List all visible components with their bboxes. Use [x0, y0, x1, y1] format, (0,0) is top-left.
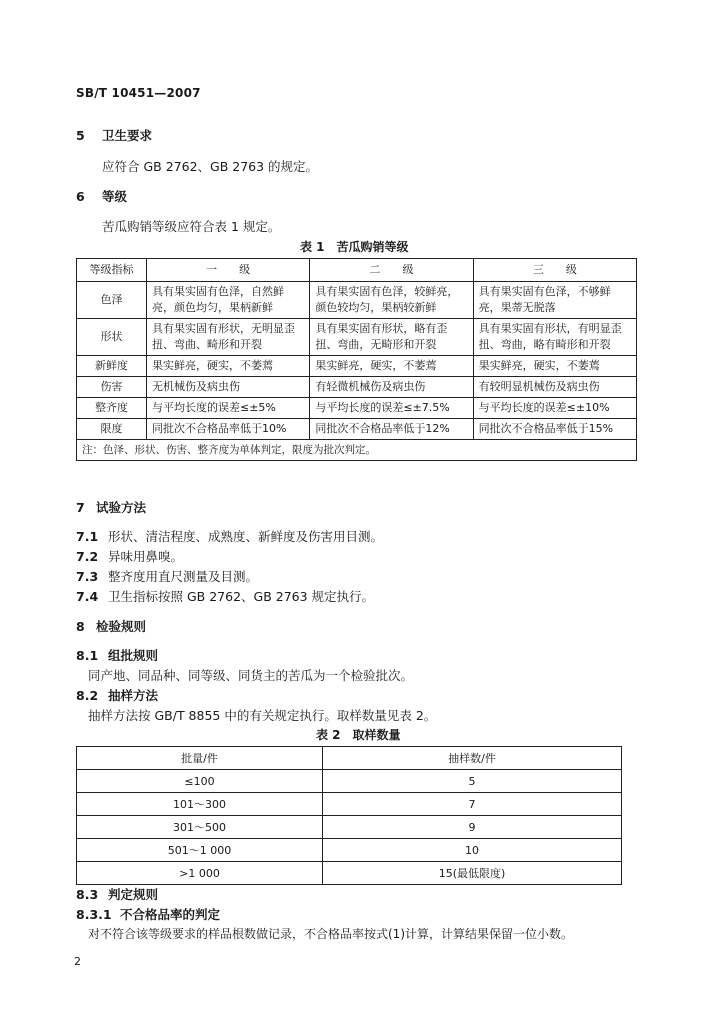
table-header-row [77, 747, 622, 770]
grade-2-cell: 果实鲜亮，硬实，不萎蔫 [310, 356, 473, 377]
section-5-heading: 5 卫生要求 [76, 128, 153, 143]
grade-3-cell: 果实鲜亮，硬实，不萎蔫 [473, 356, 636, 377]
table-row [77, 770, 622, 793]
sample-cell: 7 [323, 793, 622, 816]
section-7-heading: 7 试验方法 [76, 500, 147, 515]
clause-8-1-heading: 8.1 组批规则 [76, 648, 159, 663]
grade-3-cell: 具有果实固有色泽，不够鲜亮，果蒂无脱落 [473, 282, 636, 319]
table-header-cell: 二 级 [310, 259, 473, 282]
table-row [77, 282, 637, 319]
table-row [77, 816, 622, 839]
grade-3-cell: 与平均长度的误差≤±10% [473, 398, 636, 419]
table-header-cell: 批量/件 [77, 747, 323, 770]
table-row [77, 398, 637, 419]
grade-3-cell: 具有果实固有形状，有明显歪扭、弯曲，略有畸形和开裂 [473, 319, 636, 356]
batch-cell: >1 000 [77, 862, 323, 885]
batch-cell: 101～300 [77, 793, 323, 816]
grade-2-cell: 有轻微机械伤及病虫伤 [310, 377, 473, 398]
section-5-text: 应符合 GB 2762、GB 2763 的规定。 [102, 159, 319, 174]
table-row [77, 319, 637, 356]
clause-8-3-1-heading: 8.3.1 不合格品率的判定 [76, 907, 221, 922]
grade-2-cell: 具有果实固有形状，略有歪扭、弯曲，无畸形和开裂 [310, 319, 473, 356]
grade-1-cell: 具有果实固有色泽，自然鲜亮，颜色均匀，果柄新鲜 [147, 282, 310, 319]
clause-8-3-1-text: 对不符合该等级要求的样品根数做记录，不合格品率按式(1)计算，计算结果保留一位小数。 [88, 927, 574, 941]
table-row [77, 839, 622, 862]
table-row [77, 356, 637, 377]
table-header-cell: 三 级 [473, 259, 636, 282]
clause-7-4: 7.4 卫生指标按照 GB 2762、GB 2763 规定执行。 [76, 589, 375, 604]
clause-8-2-text: 抽样方法按 GB/T 8855 中的有关规定执行。取样数量见表 2。 [88, 708, 437, 723]
grade-2-cell: 与平均长度的误差≤±7.5% [310, 398, 473, 419]
indicator-cell: 形状 [77, 319, 147, 356]
indicator-cell: 限度 [77, 419, 147, 440]
section-8-heading: 8 检验规则 [76, 619, 147, 634]
clause-7-1: 7.1 形状、清洁程度、成熟度、新鲜度及伤害用目测。 [76, 529, 384, 544]
grade-2-cell: 同批次不合格品率低于12% [310, 419, 473, 440]
grade-3-cell: 有较明显机械伤及病虫伤 [473, 377, 636, 398]
table-note-row [77, 440, 637, 461]
table-header-cell: 等级指标 [77, 259, 147, 282]
grade-table [76, 258, 637, 461]
table-header-cell: 一 级 [147, 259, 310, 282]
grade-1-cell: 无机械伤及病虫伤 [147, 377, 310, 398]
sample-cell: 15(最低限度) [323, 862, 622, 885]
grade-3-cell: 同批次不合格品率低于15% [473, 419, 636, 440]
page-number: 2 [74, 955, 81, 968]
table-2-caption: 表 2 取样数量 [316, 728, 401, 742]
sample-cell: 10 [323, 839, 622, 862]
indicator-cell: 伤害 [77, 377, 147, 398]
batch-cell: ≤100 [77, 770, 323, 793]
grade-1-cell: 具有果实固有形状，无明显歪扭、弯曲、畸形和开裂 [147, 319, 310, 356]
batch-cell: 301～500 [77, 816, 323, 839]
sampling-table [76, 746, 622, 885]
grade-1-cell: 同批次不合格品率低于10% [147, 419, 310, 440]
clause-7-3: 7.3 整齐度用直尺测量及目测。 [76, 569, 259, 584]
sample-cell: 9 [323, 816, 622, 839]
sample-cell: 5 [323, 770, 622, 793]
batch-cell: 501～1 000 [77, 839, 323, 862]
table-row [77, 377, 637, 398]
indicator-cell: 新鲜度 [77, 356, 147, 377]
table-header-cell: 抽样数/件 [323, 747, 622, 770]
clause-8-2-heading: 8.2 抽样方法 [76, 688, 159, 703]
table-row [77, 419, 637, 440]
grade-1-cell: 果实鲜亮，硬实，不萎蔫 [147, 356, 310, 377]
grade-1-cell: 与平均长度的误差≤±5% [147, 398, 310, 419]
clause-8-1-text: 同产地、同品种、同等级、同货主的苦瓜为一个检验批次。 [88, 668, 414, 683]
standard-code: SB/T 10451—2007 [76, 86, 201, 100]
indicator-cell: 色泽 [77, 282, 147, 319]
table-note: 注：色泽、形状、伤害、整齐度为单体判定，限度为批次判定。 [77, 440, 637, 461]
clause-7-2: 7.2 异味用鼻嗅。 [76, 549, 184, 564]
indicator-cell: 整齐度 [77, 398, 147, 419]
clause-8-3-heading: 8.3 判定规则 [76, 887, 159, 902]
section-6-text: 苦瓜购销等级应符合表 1 规定。 [102, 219, 281, 234]
section-6-heading: 6 等级 [76, 189, 128, 204]
table-row [77, 793, 622, 816]
table-1-caption: 表 1 苦瓜购销等级 [300, 240, 409, 254]
table-row [77, 862, 622, 885]
table-header-row [77, 259, 637, 282]
grade-2-cell: 具有果实固有色泽，较鲜亮，颜色较均匀，果柄较新鲜 [310, 282, 473, 319]
